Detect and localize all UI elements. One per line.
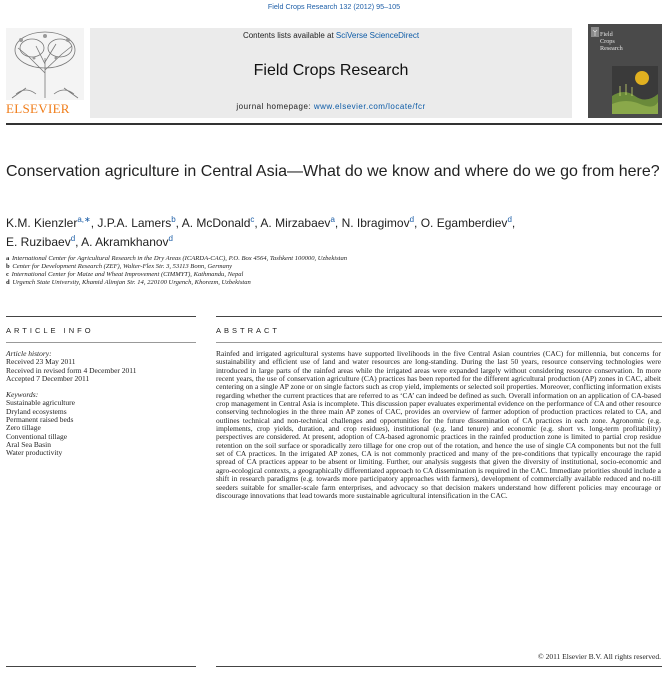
history-item: Received in revised form 4 December 2011 (6, 365, 137, 375)
homepage-line (90, 102, 572, 111)
affiliation-text: International Center for Agricultural Research in the Dry Areas (ICARDA-CAC), P.O. Box 4564, Tashkent 100000, Uzbekistan (11, 255, 348, 262)
article-info-heading: ARTICLE INFO (6, 326, 94, 335)
contents-line (90, 31, 572, 40)
elsevier-logo[interactable] (6, 28, 86, 118)
author-name: K.M. Kienzler (6, 216, 78, 230)
author-separator: , (75, 235, 82, 249)
cover-title-line: Field (600, 31, 613, 38)
affiliation (6, 279, 662, 287)
journal-reference[interactable]: Field Crops Research 132 (2012) 95–105 (267, 2, 401, 11)
author-separator: , (254, 216, 261, 230)
author-sup: d (168, 234, 173, 243)
masthead-rule (6, 123, 662, 125)
affiliation (6, 271, 662, 279)
keyword: Aral Sea Basin (6, 439, 51, 449)
bottom-rule-right (216, 666, 662, 667)
journal-cover[interactable] (588, 24, 662, 118)
affiliation-key: c (6, 271, 9, 278)
homepage-prefix: journal homepage: (236, 102, 314, 111)
journal-title: Field Crops Research (253, 62, 409, 79)
affiliation (6, 263, 662, 271)
author[interactable] (342, 216, 414, 230)
homepage-link[interactable]: www.elsevier.com/locate/fcr (313, 102, 426, 111)
author[interactable] (97, 216, 175, 230)
author-separator: , (334, 216, 342, 230)
author-name: A. Mirzabaev (260, 216, 331, 230)
author-sup: a (330, 215, 335, 224)
affiliation (6, 255, 662, 263)
cover-art-icon (612, 66, 658, 114)
elsevier-wordmark: ELSEVIER (6, 101, 70, 116)
cover-title-line: Crops (600, 38, 615, 45)
author[interactable] (81, 235, 173, 249)
masthead-center (90, 28, 572, 118)
author-sup: c (250, 215, 255, 224)
author[interactable] (260, 216, 334, 230)
affiliation-key: a (6, 255, 10, 262)
author-sup: d (70, 234, 76, 243)
copyright: © 2011 Elsevier B.V. All rights reserved. (538, 652, 661, 661)
author-separator: , (414, 216, 421, 230)
cover-title (600, 31, 656, 52)
keyword: Conventional tillage (6, 431, 68, 441)
affiliation-text: Urgench State University, Khamid Alimjan Str. 14, 220100 Urgench, Khorezm, Uzbekistan (12, 279, 251, 286)
author-name: N. Ibragimov (341, 216, 410, 230)
article-title: Conservation agriculture in Central Asia—What do we know and where do we go from here? (6, 163, 660, 180)
author-list (6, 212, 662, 250)
author[interactable] (182, 216, 255, 230)
cover-title-line: Research (600, 45, 623, 52)
article-info-rule (6, 316, 196, 317)
author-sup: b (171, 215, 176, 224)
author-sup: d (409, 215, 415, 224)
affiliation-key: d (6, 279, 10, 286)
author-sup: a,∗ (77, 215, 91, 224)
author[interactable] (6, 235, 75, 249)
affiliation-text: Center for Development Research (ZEF), Walter-Flex Str. 3, 53113 Bonn, Germany (12, 263, 233, 270)
elsevier-tree-icon (6, 28, 84, 100)
author-name: O. Egamberdiev (420, 216, 508, 230)
abstract-heading: ABSTRACT (216, 326, 281, 335)
article-info (6, 350, 196, 458)
abstract-subrule (216, 342, 662, 343)
keyword: Dryland ecosystems (6, 406, 67, 416)
keyword: Water productivity (6, 448, 63, 458)
affiliation-text: International Center for Maize and Wheat Improvement (CIMMYT), Kathmandu, Nepal (11, 271, 244, 278)
history-item: Received 23 May 2011 (6, 357, 76, 367)
sciencedirect-link[interactable]: SciVerse ScienceDirect (335, 31, 420, 40)
keyword: Sustainable agriculture (6, 398, 75, 408)
author-separator: , (175, 216, 182, 230)
abstract-text: Rainfed and irrigated agricultural systems have supported livelihoods in the five Central Asian countries (CAC) for millennia, but concerns for sustainability and efficient use of land and water resources are long-standing. During the last 50 years, resource conserving technologies were introduced in large parts of the rainfed areas while the irrigated areas were expanded largely without considering resource conservation. In more recent years, the use of conservation agriculture (CA) practices has been reported for the different agricultural production (AP) zones in CAC, albeit centering on a single AP zone or on single factors such as crop yield, implements or selected soil properties. Moreover, conflicting information exists regarding whether the current practices that are referred to as ‘CA’ can indeed be defined as such. Overall information on an application of CA-based crop management in Central Asia is incomplete. This discussion paper evaluates experimental evidence on the performance of CA and other resource conserving technologies in the three main AP zones of CAC, provides an overview of farmer adoption of production practices related to CA, and outlines technical and non-technical challenges and opportunities for the future dissemination of CA practices in each zone. Agronomic (e.g. implements, crop yields, duration, and crop residues), institutional (e.g. land tenure) and economic (e.g. short vs. long-term profitability) perspectives are considered. At present, adoption of CA-based agronomic practices in the rainfed production zone is limited to partial crop residue retention on the soil surface or sporadically zero tillage for one crop out of the rotation, and hence the use of single CA components but not the full set of CA practices. In the irrigated AP zones, CA is not commonly practiced and many of the pre-conditions that typically encourage the rapid spread of CA practices appear to be absent or limiting. Further, our analysis suggests that given the diversity of institutional, socio-economic and agro-ecological contexts, a geographically differentiated approach to CA dissemination is required in the CAC. Immediate priorities should include a shift in research paradigms (e.g. towards more participatory approaches with farmers), development of commercially available reduced and no-till seeders suitable for smaller-scale farm enterprises, and advocacy so that decision makers understand how different policies may encourage or discourage innovations that lead towards more sustainable agricultural intensification in the CAC. (216, 349, 661, 500)
abstract-rule (216, 316, 662, 317)
cover-logo-icon (591, 27, 599, 37)
author-name: A. Akramkhanov (81, 235, 169, 249)
affiliations (6, 255, 662, 287)
author[interactable] (6, 216, 91, 230)
bottom-rule-left (6, 666, 196, 667)
author-sup: d (507, 215, 512, 224)
author-name: A. McDonald (181, 216, 251, 230)
author-name: E. Ruzibaev (6, 235, 71, 249)
article-info-subrule (6, 342, 196, 343)
history-label: Article history: (6, 349, 52, 358)
history-item: Accepted 7 December 2011 (6, 373, 90, 383)
keyword: Permanent raised beds (6, 415, 74, 425)
keywords-label: Keywords: (6, 390, 39, 400)
affiliation-key: b (6, 263, 10, 270)
contents-prefix: Contents lists available at (242, 31, 336, 40)
author-separator: , (511, 216, 516, 230)
author[interactable] (421, 216, 512, 230)
author-name: J.P.A. Lamers (97, 216, 172, 230)
masthead (6, 22, 662, 120)
author-separator: , (90, 216, 98, 230)
keyword: Zero tillage (6, 423, 41, 433)
